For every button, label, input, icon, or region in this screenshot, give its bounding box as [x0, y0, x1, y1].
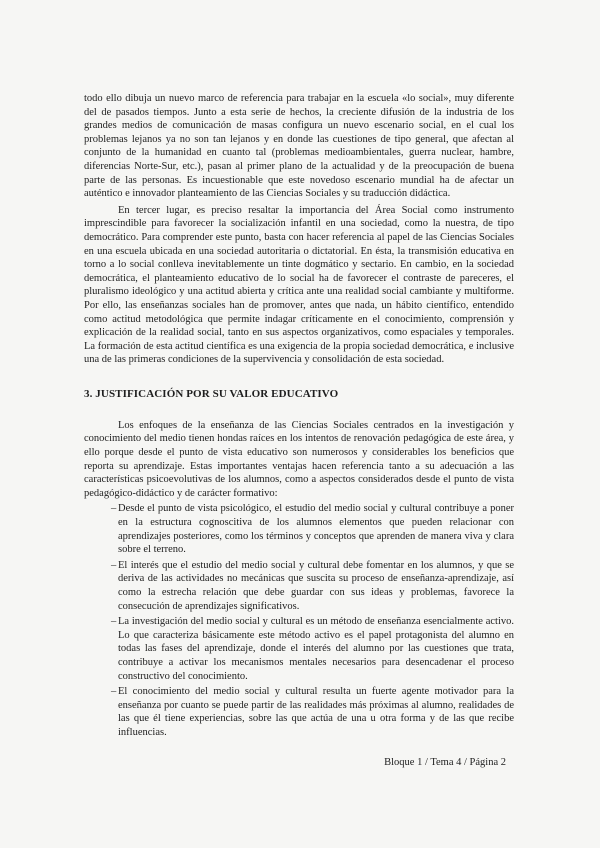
page-footer: Bloque 1 / Tema 4 / Página 2	[384, 757, 506, 768]
paragraph-intro: todo ello dibuja un nuevo marco de referencia para trabajar en la escuela «lo social», muy diferente del de pasados tiempos. Junto a esta serie de hechos, la creciente difusión de la industria de los grandes medios de comunicación de masas configura un nuevo escenario social, en el cual los problemas lejanos ya no son tan lejanos y en donde las cuestiones de tipo general, que afectan al conjunto de la humanidad en cuanto tal (problemas medioambientales, guerra nuclear, hambre, diferencias Norte-Sur, etc.), pasan al primer plano de la actualidad y de la preocupación de buena parte de las personas. Es incuestionable que este novedoso escenario mundial ha de afectar un auténtico e innovador planteamiento de las Ciencias Sociales y su traducción didáctica.	[84, 93, 514, 200]
page-content	[84, 92, 514, 742]
paragraph-social-area: En tercer lugar, es preciso resaltar la importancia del Área Social como instrumento imprescindible para favorecer la socialización infantil en una sociedad, como la nuestra, de tipo democrático. Para comprender este punto, basta con hacer referencia al papel de las Ciencias Sociales en una escuela ubicada en una sociedad autoritaria o dictatorial. En ésta, la transmisión educativa en torno a lo social conlleva inevitablemente un tinte dogmático y sectario. En cambio, en la sociedad democrática, el planteamiento educativo de lo social ha de favorecer el contraste de pareceres, el pluralismo ideológico y una actitud abierta y crítica ante una realidad social cambiante y multiforme. Por ello, las enseñanzas sociales han de promover, antes que nada, un hábito científico, entendido como actitud metodológica que permite indagar críticamente en el conocimiento, comprensión y explicación de la realidad social, tanto en sus aspectos organizativos, como espaciales y temporales. La formación de esta actitud científica es una exigencia de la propia sociedad democrática, e inclusive una de las primeras condiciones de la supervivencia y consolidación de esta sociedad.	[84, 204, 514, 366]
list-item-text: El interés que el estudio del medio social y cultural debe fomentar en los alumnos, y que se deriva de las actividades no mecánicas que suscita su proceso de enseñanza-aprendizaje, así como la estrecha relación que debe guardar con sus ideas y problemas, favorece la consecución de aprendizajes significativos.	[118, 559, 514, 612]
paragraph-educational-value: Los enfoques de la enseñanza de las Ciencias Sociales centrados en la investigación y conocimiento del medio tienen hondas raíces en los intentos de renovación pedagógica de este área, y ello porque desde el punto de vista educativo son numerosos y considerables los beneficios que reporta su aprendizaje. Estas importantes ventajas hacen referencia tanto a su adecuación a las características psicoevolutivas de los alumnos, como a aspectos considerados desde el punto de vista pedagógico-didáctico y de carácter formativo:	[84, 419, 514, 499]
benefits-list	[84, 502, 514, 739]
list-item	[111, 685, 514, 739]
list-item	[111, 502, 514, 556]
list-item-text: La investigación del medio social y cultural es un método de enseñanza esencialmente activo. Lo que caracteriza básicamente este método activo es el papel protagonista del alumno en todas las fases del aprendizaje, donde el interés del alumno por las cuestiones que trata, contribuye a activar los mecanismos mentales necesarios para desencadenar el proceso constructivo del conocimiento.	[118, 616, 514, 682]
list-item-text: El conocimiento del medio social y cultural resulta un fuerte agente motivador para la enseñanza por cuanto se puede partir de las realidades más próximas al alumno, realidades de las que él tiene experiencias, sobre las que actúa de una u otra forma y de las que recibe influencias.	[118, 686, 514, 738]
dash-marker: –	[111, 686, 117, 698]
dash-marker: –	[111, 503, 117, 515]
list-item	[111, 615, 514, 683]
section-heading: 3. JUSTIFICACIÓN POR SU VALOR EDUCATIVO	[84, 387, 339, 400]
dash-marker: –	[111, 616, 117, 628]
dash-marker: –	[111, 559, 117, 571]
list-item-text: Desde el punto de vista psicológico, el estudio del medio social y cultural contribuye a poner en la estructura cognoscitiva de los alumnos elementos que pueden relacionar con aprendizajes posteriores, como los términos y conceptos que aprenden de manera viva y clara sobre el terreno.	[118, 503, 514, 556]
list-item	[111, 559, 514, 613]
